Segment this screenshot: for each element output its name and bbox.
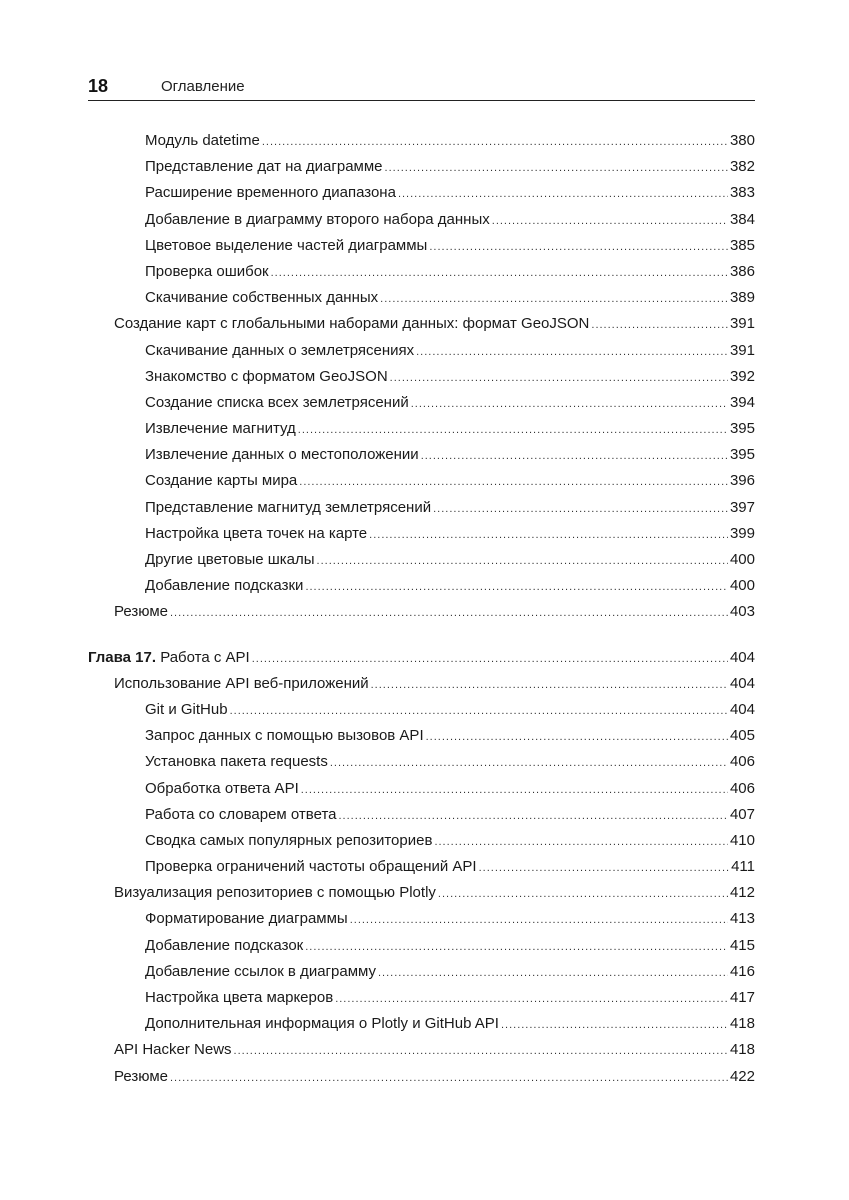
toc-entry[interactable] <box>88 599 755 625</box>
toc-entry-title <box>145 697 228 723</box>
toc-entry-title <box>145 828 432 854</box>
toc-entry-title <box>88 645 250 671</box>
toc-entry-text: Другие цветовые шкалы <box>145 551 315 568</box>
toc-entry[interactable] <box>88 442 755 468</box>
toc-entry-title <box>145 776 299 802</box>
toc-entry-page: 410 <box>729 831 755 849</box>
toc-entry[interactable] <box>88 880 755 906</box>
toc-chapter-entry[interactable] <box>88 645 755 671</box>
toc-entry-text: Извлечение магнитуд <box>145 420 296 438</box>
toc-entry-text: Добавление подсказок <box>145 936 304 954</box>
toc-entry-text: Работа со словарем ответа <box>145 805 337 823</box>
toc-entry[interactable] <box>88 1037 755 1063</box>
toc-entry-title <box>145 285 378 311</box>
toc-entry-page: 405 <box>729 727 755 745</box>
toc-entry-title <box>114 599 168 625</box>
toc-entry-page: 395 <box>729 420 755 438</box>
toc-entry-page: 422 <box>729 1067 755 1085</box>
toc-entry-page: 418 <box>729 1041 755 1059</box>
toc-entry-title <box>114 880 436 906</box>
running-title: Оглавление <box>161 78 245 95</box>
toc-entry-text: Создание списка всех землетрясений <box>145 393 409 411</box>
toc-entry-text: Модуль datetime <box>145 132 260 149</box>
toc-entry-text: API Hacker News <box>114 1041 232 1059</box>
toc-entry-title <box>145 364 388 390</box>
toc-entry[interactable] <box>88 828 755 854</box>
dot-leader <box>378 960 728 986</box>
toc-entry-title <box>145 906 348 932</box>
toc-entry-text: Добавление подсказки <box>145 577 304 595</box>
dot-leader <box>411 391 728 417</box>
dot-leader <box>330 750 728 776</box>
toc-entry-text: Расширение временного диапазона <box>145 184 396 202</box>
dot-leader <box>335 986 728 1012</box>
toc-entry-title <box>145 495 431 521</box>
dot-leader <box>501 1012 728 1038</box>
toc-entry-title <box>145 1011 499 1037</box>
toc-entry-text: Дополнительная информация о Plotly и GitHub API <box>145 1015 499 1033</box>
toc-entry-title <box>145 207 490 233</box>
dot-leader <box>170 600 728 626</box>
toc-entry-text: Запрос данных с помощью вызовов API <box>145 727 424 745</box>
toc-entry-page: 382 <box>729 158 755 176</box>
toc-entry-page: 383 <box>729 184 755 202</box>
toc-entry-page: 403 <box>729 603 755 621</box>
toc-entry[interactable] <box>88 1011 755 1037</box>
toc-entry[interactable] <box>88 416 755 442</box>
toc-entry-page: 415 <box>729 936 755 954</box>
dot-leader <box>234 1038 728 1064</box>
dot-leader <box>426 724 728 750</box>
toc-entry[interactable] <box>88 364 755 390</box>
toc-entry-page: 406 <box>729 753 755 771</box>
dot-leader <box>398 181 728 207</box>
dot-leader <box>338 803 727 829</box>
dot-leader <box>298 417 728 443</box>
dot-leader <box>350 907 728 933</box>
dot-leader <box>438 881 728 907</box>
toc-entry-page: 407 <box>729 805 755 823</box>
toc-entry-page: 391 <box>729 341 755 359</box>
toc-entry-page: 404 <box>729 674 755 692</box>
toc-entry[interactable] <box>88 311 755 337</box>
toc-entry-title <box>145 854 477 880</box>
dot-leader <box>299 469 728 495</box>
toc-entry-title <box>145 416 296 442</box>
toc-entry[interactable] <box>88 285 755 311</box>
toc-entry-text: Создание карты мира <box>145 472 298 490</box>
toc-entry-text: Представление дат на диаграмме <box>145 158 383 176</box>
toc-entry-page: 404 <box>729 648 755 666</box>
toc-entry[interactable] <box>88 468 755 494</box>
toc-entry-text: Проверка ограничений частоты обращений API <box>145 858 477 876</box>
toc-entry[interactable] <box>88 749 755 775</box>
toc-entry-text: Резюме <box>114 603 168 621</box>
toc-entry-page: 400 <box>729 551 755 568</box>
dot-leader <box>301 777 728 803</box>
chapter-label: Глава 17. <box>88 648 157 666</box>
toc-entry-page: 397 <box>729 498 755 516</box>
dot-leader <box>380 286 728 312</box>
toc-entry-page: 399 <box>729 524 755 542</box>
dot-leader <box>479 855 729 881</box>
toc-entry[interactable] <box>88 207 755 233</box>
toc-entry[interactable] <box>88 259 755 285</box>
toc-entry-text: Знакомство с форматом GeoJSON <box>145 367 388 385</box>
toc-entry[interactable] <box>88 495 755 521</box>
running-header <box>88 74 755 101</box>
toc-entry-title <box>145 154 383 180</box>
toc-entry-page: 416 <box>729 962 755 980</box>
toc-entry-title <box>145 233 427 259</box>
dot-leader <box>385 155 728 181</box>
toc-entry-page: 389 <box>729 289 755 307</box>
toc-entry-page: 394 <box>729 393 755 411</box>
toc-entry[interactable] <box>88 985 755 1011</box>
table-of-contents <box>88 128 755 1090</box>
toc-entry-text: Добавление ссылок в диаграмму <box>145 962 376 980</box>
toc-entry-page: 400 <box>729 577 755 595</box>
toc-entry-title <box>114 671 369 697</box>
toc-entry[interactable] <box>88 180 755 206</box>
dot-leader <box>390 365 728 391</box>
toc-entry-page: 404 <box>729 700 755 718</box>
toc-entry[interactable] <box>88 128 755 154</box>
dot-leader <box>230 698 728 724</box>
toc-entry-title <box>145 723 424 749</box>
toc-entry-page: 412 <box>729 884 755 902</box>
toc-entry-title <box>145 959 376 985</box>
toc-entry-title <box>145 749 328 775</box>
toc-entry[interactable] <box>88 521 755 547</box>
dot-leader <box>492 208 728 234</box>
toc-entry-title <box>145 128 260 154</box>
toc-entry-page: 411 <box>731 858 755 876</box>
toc-entry-title <box>145 259 269 285</box>
dot-leader <box>429 234 728 260</box>
dot-leader <box>262 129 728 155</box>
toc-entry-page: 380 <box>729 132 755 149</box>
toc-entry-page: 385 <box>729 236 755 254</box>
toc-entry[interactable] <box>88 573 755 599</box>
toc-entry[interactable] <box>88 1064 755 1090</box>
toc-entry-text: Создание карт с глобальными наборами данных: формат GeoJSON <box>114 315 590 333</box>
toc-entry[interactable] <box>88 723 755 749</box>
toc-entry-title <box>145 985 333 1011</box>
toc-entry-page: 392 <box>729 367 755 385</box>
toc-entry-title <box>145 390 409 416</box>
toc-entry-text: Представление магнитуд землетрясений <box>145 498 432 516</box>
toc-entry-text: Добавление в диаграмму второго набора данных <box>145 210 490 228</box>
dot-leader <box>591 312 728 338</box>
toc-entry-text: Git и GitHub <box>145 700 228 718</box>
dot-leader <box>305 934 728 960</box>
toc-entry-text: Форматирование диаграммы <box>145 910 348 928</box>
toc-entry-page: 396 <box>729 472 755 490</box>
toc-entry-text: Скачивание собственных данных <box>145 289 379 307</box>
toc-entry-page: 395 <box>729 446 755 464</box>
page-number: 18 <box>88 76 109 96</box>
toc-entry[interactable] <box>88 233 755 259</box>
toc-entry-title <box>145 573 303 599</box>
toc-entry-text: Установка пакета requests <box>145 753 328 771</box>
toc-entry-text: Использование API веб-приложений <box>114 674 369 692</box>
toc-entry-page: 413 <box>729 910 755 928</box>
toc-entry[interactable] <box>88 671 755 697</box>
toc-entry-text: Проверка ошибок <box>145 262 269 280</box>
toc-entry[interactable] <box>88 933 755 959</box>
toc-entry-title <box>145 338 414 364</box>
dot-leader <box>305 574 728 600</box>
toc-entry-text: Работа с API <box>160 648 250 666</box>
dot-leader <box>170 1065 728 1091</box>
toc-entry-text: Извлечение данных о местоположении <box>145 446 419 464</box>
toc-entry[interactable] <box>88 547 755 573</box>
dot-leader <box>434 829 728 855</box>
toc-entry[interactable] <box>88 338 755 364</box>
dot-leader <box>433 496 728 522</box>
toc-entry-title <box>145 180 396 206</box>
toc-entry-title <box>145 547 315 573</box>
toc-entry-text: Резюме <box>114 1067 168 1085</box>
toc-entry[interactable] <box>88 906 755 932</box>
toc-entry[interactable] <box>88 802 755 828</box>
dot-leader <box>317 548 728 574</box>
toc-entry-text: Визуализация репозиториев с помощью Plotly <box>114 884 436 902</box>
toc-entry-text: Скачивание данных о землетрясениях <box>145 341 415 359</box>
toc-entry-text: Настройка цвета маркеров <box>145 989 334 1006</box>
toc-entry-text: Цветовое выделение частей диаграммы <box>145 236 428 254</box>
toc-entry[interactable] <box>88 697 755 723</box>
dot-leader <box>421 443 728 469</box>
toc-entry[interactable] <box>88 776 755 802</box>
toc-entry-title <box>145 521 367 547</box>
toc-entry[interactable] <box>88 154 755 180</box>
toc-entry-page: 417 <box>729 989 755 1006</box>
toc-entry-title <box>114 1037 232 1063</box>
toc-entry[interactable] <box>88 854 755 880</box>
toc-entry-title <box>114 311 589 337</box>
toc-entry-page: 391 <box>729 315 755 333</box>
dot-leader <box>252 646 728 672</box>
dot-leader <box>371 672 728 698</box>
toc-entry[interactable] <box>88 959 755 985</box>
toc-entry-title <box>145 802 336 828</box>
toc-entry-title <box>145 442 419 468</box>
toc-entry-title <box>145 468 297 494</box>
toc-entry-page: 384 <box>729 210 755 228</box>
dot-leader <box>271 260 728 286</box>
toc-entry[interactable] <box>88 390 755 416</box>
toc-entry-page: 418 <box>729 1015 755 1033</box>
toc-entry-page: 386 <box>729 262 755 280</box>
toc-entry-page: 406 <box>729 779 755 797</box>
toc-entry-text: Настройка цвета точек на карте <box>145 524 368 542</box>
toc-entry-text: Обработка ответа API <box>145 779 299 797</box>
toc-entry-text: Сводка самых популярных репозиториев <box>145 831 433 849</box>
toc-entry-title <box>145 933 303 959</box>
dot-leader <box>369 522 728 548</box>
toc-entry-title <box>114 1064 168 1090</box>
dot-leader <box>416 339 728 365</box>
